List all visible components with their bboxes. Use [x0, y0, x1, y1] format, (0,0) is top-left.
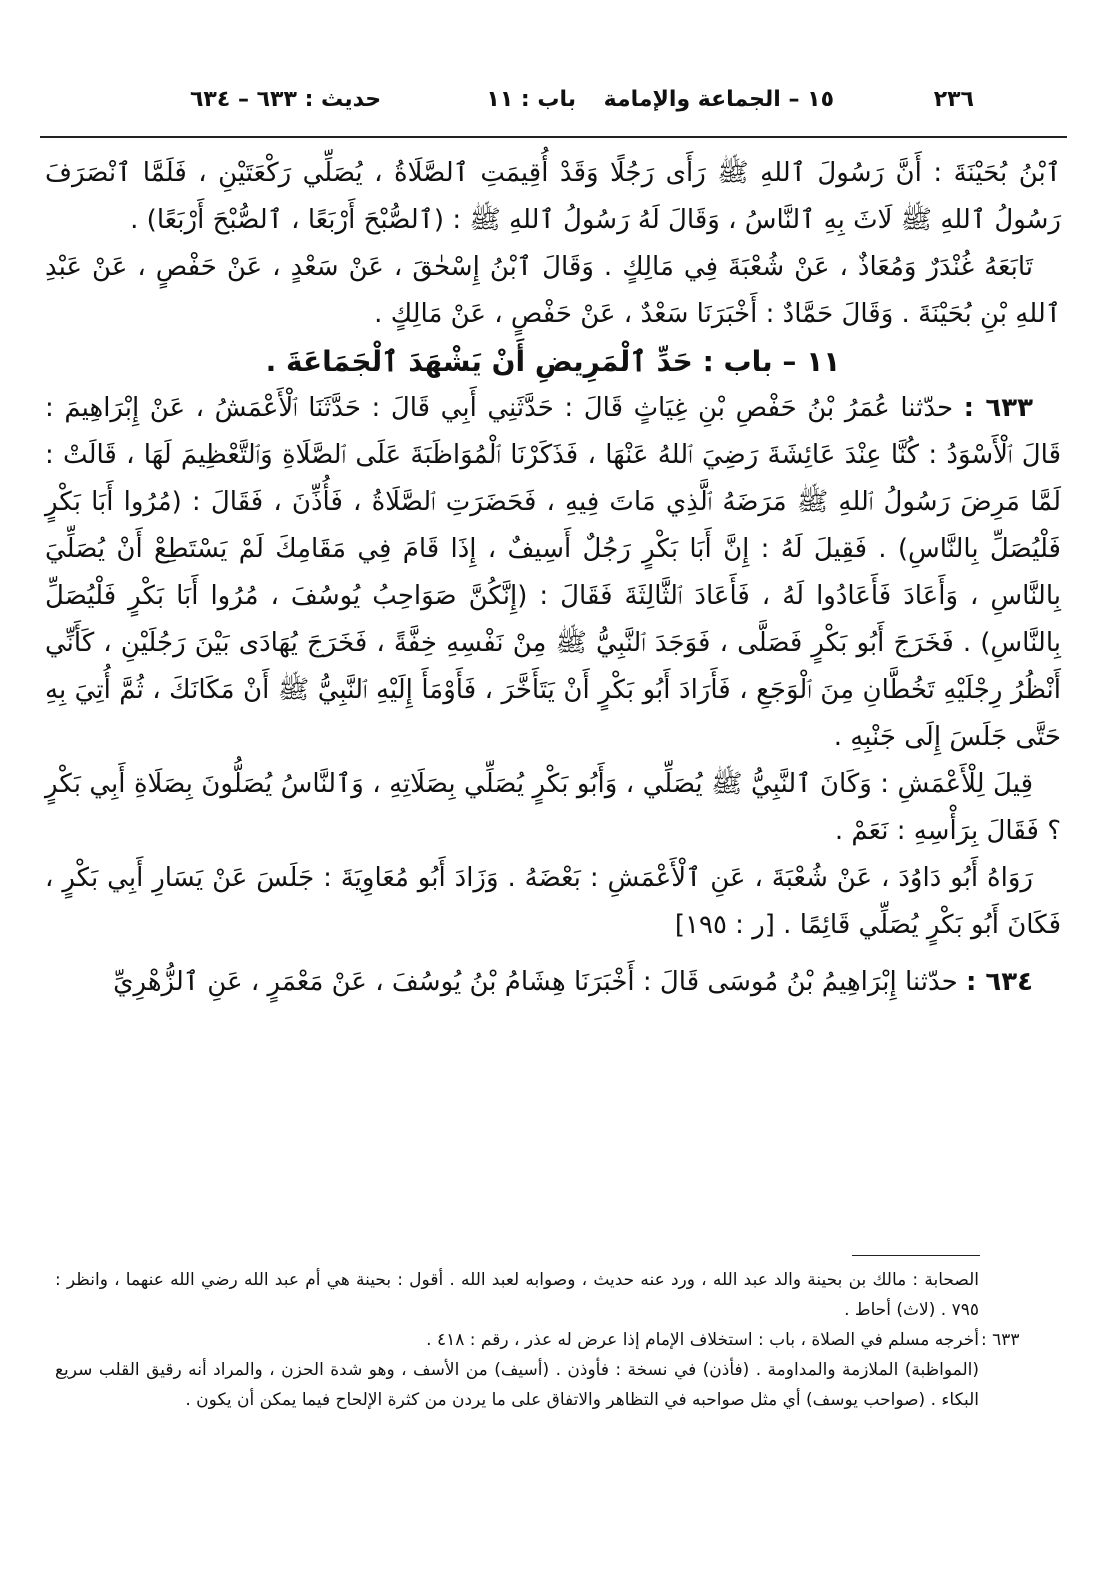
hadith-range: حديث : ٦٣٣ – ٦٣٤: [190, 87, 382, 112]
paragraph-rawah: رَوَاهُ أَبُو دَاوُدَ ، عَنْ شُعْبَةَ ، عَنِ ٱلْأَعْمَشِ : بَعْضَهُ . وَزَادَ أَبُو مُعَاوِيَةَ : جَلَسَ عَنْ يَسَارِ أَبِي بَكْرٍ ، فَكَانَ أَبُو بَكْرٍ يُصَلِّي قَائِمًا . [ر : ١٩٥]: [45, 863, 1061, 940]
footnote-633-line1: أخرجه مسلم في الصلاة ، باب : استخلاف الإمام إذا عرض له عذر ، رقم : ٤١٨ .: [426, 1330, 979, 1350]
hadith-633-text: حدّثنا عُمَرُ بْنُ حَفْصِ بْنِ غِيَاثٍ قَالَ : حَدَّثَنِي أَبِي قَالَ : حَدَّثَنَا ٱلْأَعْمَشُ ، عَنْ إِبْرَاهِيمَ : قَالَ ٱلْأَسْوَدُ : كُنَّا عِنْدَ عَائِشَةَ رَضِيَ ٱللهُ عَنْهَا ، فَذَكَرْنَا ٱلْمُوَاظَبَةَ عَلَى ٱلصَّلَاةِ وَٱلتَّعْظِيمَ لَهَا ، قَالَتْ : لَمَّا مَرِضَ رَسُولُ ٱللهِ ﷺ مَرَضَهُ ٱلَّذِي مَاتَ فِيهِ ، فَحَضَرَتِ ٱلصَّلَاةُ ، فَأُذِّنَ ، فَقَالَ : (مُرُوا أَبَا بَكْرٍ فَلْيُصَلِّ بِالنَّاسِ) . فَقِيلَ لَهُ : إِنَّ أَبَا بَكْرٍ رَجُلٌ أَسِيفٌ ، إِذَا قَامَ فِي مَقَامِكَ لَمْ يَسْتَطِعْ أَنْ يُصَلِّيَ بِالنَّاسِ ، وَأَعَادَ فَأَعَادُوا لَهُ ، فَأَعَادَ ٱلثَّالِثَةَ فَقَالَ : (إِنَّكُنَّ صَوَاحِبُ يُوسُفَ ، مُرُوا أَبَا بَكْرٍ فَلْيُصَلِّ بِالنَّاسِ) . فَخَرَجَ أَبُو بَكْرٍ فَصَلَّى ، فَوَجَدَ ٱلنَّبِيُّ ﷺ مِنْ نَفْسِهِ خِفَّةً ، فَخَرَجَ يُهَادَى بَيْنَ رَجُلَيْنِ ، كَأَنِّي أَنْظُرُ رِجْلَيْهِ تَخُطَّانِ مِنَ ٱلْوَجَعِ ، فَأَرَادَ أَبُو بَكْرٍ أَنْ يَتَأَخَّرَ ، فَأَوْمَأَ إِلَيْهِ ٱلنَّبِيُّ ﷺ أَنْ مَكَانَكَ ، ثُمَّ أُتِيَ بِهِ حَتَّى جَلَسَ إِلَى جَنْبِهِ .: [45, 393, 1061, 752]
hadith-634-text: حدّثنا إِبْرَاهِيمُ بْنُ مُوسَى قَالَ : أَخْبَرَنَا هِشَامُ بْنُ يُوسُفَ ، عَنْ مَعْمَرٍ ، عَنِ ٱلزُّهْرِيِّ: [113, 967, 958, 997]
paragraph-ibn-buhaynah: ٱبْنُ بُحَيْنَةَ : أَنَّ رَسُولَ ٱللهِ ﷺ رَأَى رَجُلًا وَقَدْ أُقِيمَتِ ٱلصَّلَاةُ ، يُصَلِّي رَكْعَتَيْنِ ، فَلَمَّا ٱنْصَرَفَ رَسُولُ ٱللهِ ﷺ لَاثَ بِهِ ٱلنَّاسُ ، وَقَالَ لَهُ رَسُولُ ٱللهِ ﷺ : (ٱلصُّبْحَ أَرْبَعًا ، ٱلصُّبْحَ أَرْبَعًا) .: [45, 158, 1061, 235]
paragraph-tabaahu: تَابَعَهُ غُنْدَرٌ وَمُعَاذٌ ، عَنْ شُعْبَةَ فِي مَالِكٍ . وَقَالَ ٱبْنُ إِسْحٰقَ ، عَنْ سَعْدٍ ، عَنْ حَفْصٍ ، عَنْ عَبْدِ ٱللهِ بْنِ بُحَيْنَةَ . وَقَالَ حَمَّادٌ : أَخْبَرَنَا سَعْدٌ ، عَنْ حَفْصٍ ، عَنْ مَالِكٍ .: [45, 252, 1061, 329]
footnotes: [55, 1265, 1020, 1415]
footnote-sahabah: الصحابة : مالك بن بحينة والد عبد الله ، ورد عنه حديث ، وصوابه لعبد الله . أقول : بحينة هي أم عبد الله رضي الله عنهما ، وانظر : ٧٩٥ . (لاث) أحاط .: [55, 1270, 979, 1320]
hadith-633-number: ٦٣٣ :: [963, 393, 1034, 423]
footnote-633: [55, 1325, 1020, 1415]
header-rule: [40, 136, 1067, 138]
main-text: [45, 150, 1061, 1006]
chapter-heading: ١١ – باب : حَدِّ ٱلْمَرِيضِ أَنْ يَشْهَدَ ٱلْجَمَاعَةَ .: [265, 345, 841, 378]
running-header: [190, 80, 974, 120]
hadith-634-number: ٦٣٤ :: [965, 967, 1033, 997]
footnote-633-number: ٦٣٣ :: [981, 1330, 1020, 1350]
footnote-rule: [852, 1255, 980, 1256]
page-number: ٢٣٦: [933, 87, 974, 112]
hadith-633: [45, 385, 1061, 761]
chapter-title: ١٥ – الجماعة والإمامة: [603, 87, 834, 112]
footnote-633-line2: (المواظبة) الملازمة والمداومة . (فأذن) في نسخة : فأوذن . (أسيف) من الأسف ، وهو شدة الحزن ، والمراد أنه رقيق القلب سريع البكاء . (صواحب يوسف) أي مثل صواحبه في التظاهر والاتفاق على ما يردن من كثرة الإلحاح فيما يمكن أن يكون .: [55, 1360, 979, 1410]
bab-number: باب : ١١: [486, 87, 576, 112]
hadith-634: [45, 959, 1061, 1006]
paragraph-qil: قِيلَ لِلْأَعْمَشِ : وَكَانَ ٱلنَّبِيُّ ﷺ يُصَلِّي ، وَأَبُو بَكْرٍ يُصَلِّي بِصَلَاتِهِ ، وَٱلنَّاسُ يُصَلُّونَ بِصَلَاةِ أَبِي بَكْرٍ ؟ فَقَالَ بِرَأْسِهِ : نَعَمْ .: [45, 769, 1061, 846]
